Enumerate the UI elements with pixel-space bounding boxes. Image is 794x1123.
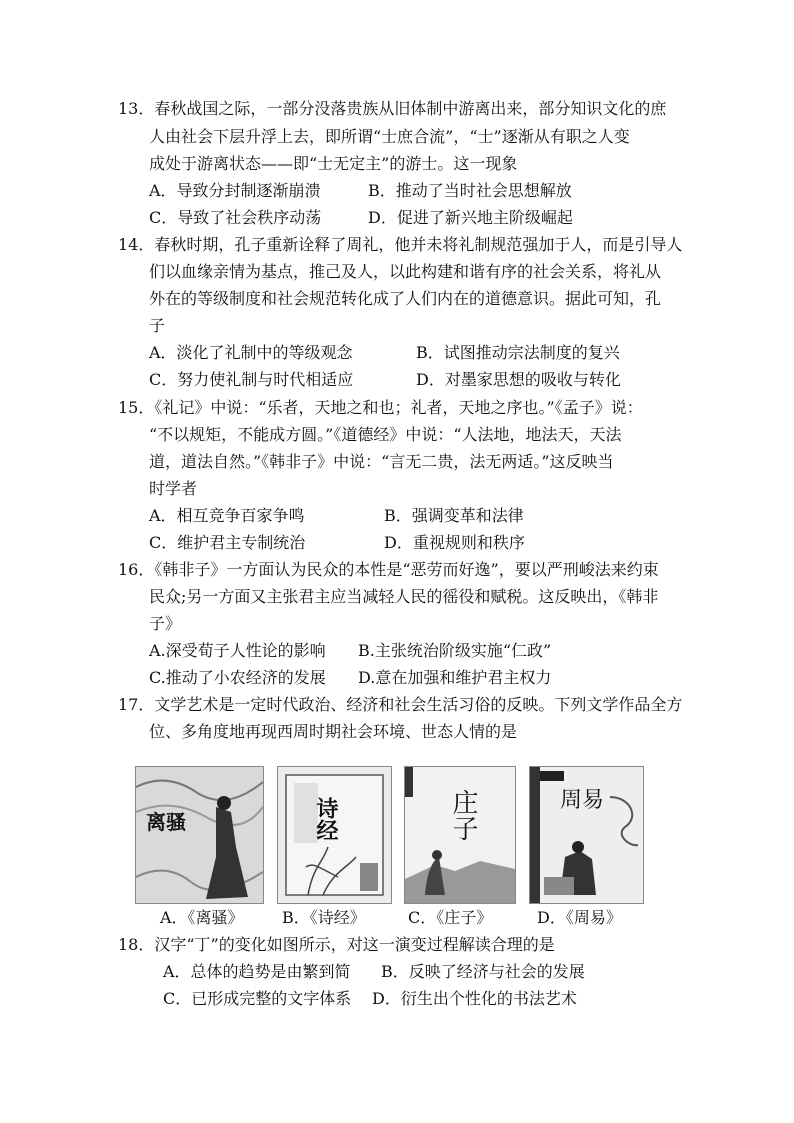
q18-stem-line-1: 18．汉字“丁”的变化如图所示，对这一演变过程解读合理的是 <box>118 935 555 954</box>
q17-stem-line-1: 17．文学艺术是一定时代政治、经济和社会生活习俗的反映。下列文学作品全方 <box>118 695 683 714</box>
q17-stem-line-2: 位、多角度地再现西周时期社会环境、世态人情的是 <box>149 722 518 741</box>
q14-stem-line-1: 14．春秋时期，孔子重新诠释了周礼，他并未将礼制规范强加于人，而是引导人 <box>118 235 683 254</box>
q15-option-a: A．相互竞争百家争鸣 <box>149 506 305 525</box>
q18-option-c: C．已形成完整的文字体系 <box>163 989 352 1008</box>
q15-option-c: C．维护君主专制统治 <box>149 533 306 552</box>
q13-stem-line-3: 成处于游离状态——即“士无定主”的游士。这一现象 <box>149 154 518 173</box>
q18-option-b: B．反映了经济与社会的发展 <box>381 962 585 981</box>
q17-caption-b: B．《诗经》 <box>282 908 366 927</box>
q16-option-d: D.意在加强和维护君主权力 <box>358 668 552 687</box>
q16-option-c: C.推动了小农经济的发展 <box>149 668 326 687</box>
q18-option-d: D．衍生出个性化的书法艺术 <box>372 989 577 1008</box>
zhuangzi-cover-image <box>404 766 516 904</box>
q13-option-b: B．推动了当时社会思想解放 <box>368 181 572 200</box>
q14-stem-line-4: 子 <box>149 316 166 335</box>
svg-text:周易: 周易 <box>560 788 605 813</box>
q13-option-d: D．促进了新兴地主阶级崛起 <box>368 208 573 227</box>
q14-option-c: C．努力使礼制与时代相适应 <box>149 370 354 389</box>
q16-stem-line-1: 16．《韩非子》一方面认为民众的本性是“恶劳而好逸”，要以严刑峻法来约束 <box>118 560 659 579</box>
lisao-cover-illustration <box>136 767 263 903</box>
q15-stem-line-4: 时学者 <box>149 479 198 498</box>
svg-text:庄子: 庄子 <box>448 789 478 841</box>
q15-stem-line-2: “不以规矩，不能成方圆。”《道德经》中说：“人法地，地法天，天法 <box>149 425 622 444</box>
q13-option-a: A．导致分封制逐渐崩溃 <box>149 181 321 200</box>
q18-option-a: A．总体的趋势是由繁到简 <box>163 962 351 981</box>
q13-stem-line-1: 13．春秋战国之际，一部分没落贵族从旧体制中游离出来，部分知识文化的庶 <box>118 99 667 118</box>
lisao-cover-image <box>135 766 264 904</box>
q16-option-a: A.深受荀子人性论的影响 <box>149 641 326 660</box>
q13-option-c: C．导致了社会秩序动荡 <box>149 208 322 227</box>
q16-option-b: B.主张统治阶级实施“仁政” <box>358 641 552 660</box>
q14-stem-line-3: 外在的等级制度和社会规范转化成了人们内在的道德意识。据此可知，孔 <box>149 289 662 308</box>
q14-option-b: B．试图推动宗法制度的复兴 <box>416 343 620 362</box>
q14-stem-line-2: 们以血缘亲情为基点，推己及人，以此构建和谐有序的社会关系，将礼从 <box>149 262 662 281</box>
q15-stem-line-1: 15．《礼记》中说：“乐者，天地之和也；礼者，天地之序也。”《孟子》说： <box>118 398 643 417</box>
q15-option-b: B．强调变革和法律 <box>384 506 524 525</box>
q15-stem-line-3: 道，道法自然。”《韩非子》中说：“言无二贵，法无两适。”这反映当 <box>149 452 614 471</box>
svg-text:离骚: 离骚 <box>146 810 186 834</box>
q17-caption-d: D．《周易》 <box>537 908 622 927</box>
q13-stem-line-2: 人由社会下层升浮上去，即所谓“士庶合流”，“士”逐渐从有职之人变 <box>149 127 630 146</box>
q17-caption-a: A．《离骚》 <box>160 908 244 927</box>
zhouyi-cover-illustration <box>530 767 643 903</box>
shijing-cover-illustration <box>278 767 391 903</box>
q16-stem-line-3: 子》 <box>149 614 182 633</box>
zhouyi-cover-image <box>529 766 644 904</box>
q17-caption-c: C．《庄子》 <box>408 908 493 927</box>
q14-option-a: A．淡化了礼制中的等级观念 <box>149 343 353 362</box>
svg-text:诗经: 诗经 <box>313 797 339 841</box>
q16-stem-line-2: 民众;另一方面又主张君主应当减轻人民的徭役和赋税。这反映出，《韩非 <box>149 587 659 606</box>
q15-option-d: D．重视规则和秩序 <box>384 533 525 552</box>
q14-option-d: D．对墨家思想的吸收与转化 <box>416 370 621 389</box>
shijing-cover-image <box>277 766 392 904</box>
zhuangzi-cover-illustration <box>405 767 515 903</box>
